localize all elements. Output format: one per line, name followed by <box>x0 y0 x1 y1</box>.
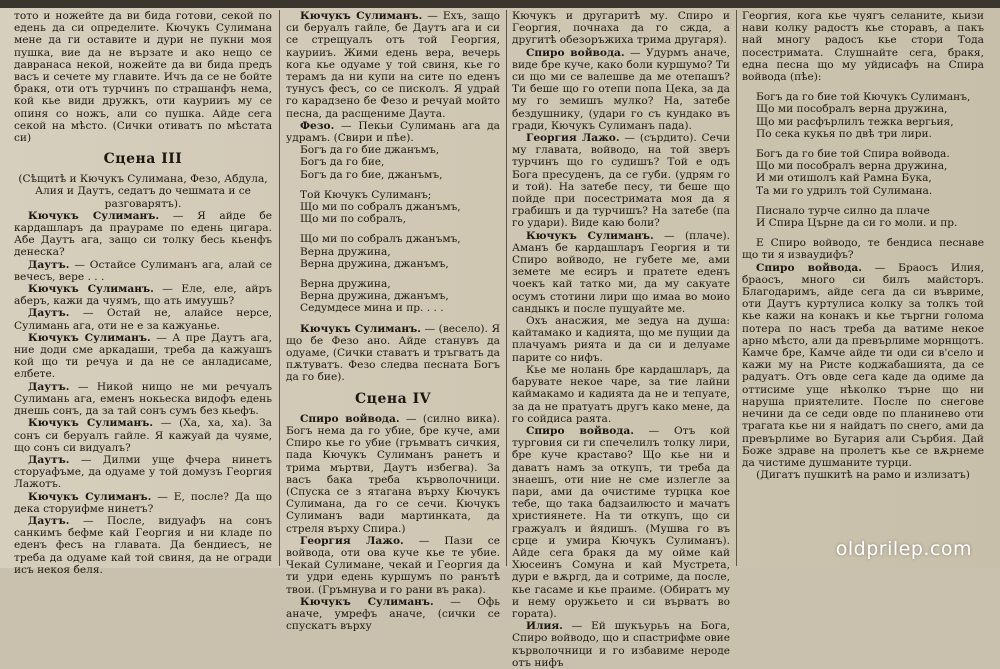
dialogue-line: Фезо. — Пекьи Сулимань ага да удрамъ. (Свири и пѣе). <box>286 119 500 145</box>
speaker: Кючукъ Сулиманъ. <box>28 417 154 430</box>
dialogue-line: Кючукъ Сулиманъ. — Я айде бе кардашларъ да праураме по едень цигара. Абе Даутъ ага, защо си толку бесь кьенфъ денеска? <box>14 209 272 259</box>
dialogue-line: Даутъ. — Остайсе Сулиманъ ага, алай се вечесъ, вере . . . <box>14 258 272 283</box>
dialogue-line: Спиро войвода. — Браосъ Илия, браосъ, много си билъ майсторъ. Благодаримъ, айде сега да си въвриме, оти Даутъ куртулиса колку за толкъ той кье кажи на конакъ и кье търгни голома потера по насъ треба да ватиме некое арно мѣсто, али да превърлиме морнщотъ. Камчe бре, Камче айде ти оди си в'село и кажи му на Ристе коджабашията, да се радуатъ. Отъ овде сега каде да одиме да оттисиме уще нѣколко търне що ни наруша приятелите. После по снегове нечини да се седи овде по планинево оти трагата кье ни я найдатъ по снего, ами да превърлиме во Бугария али Сърбия. Дай Боже здраве на пролетъ кье се вѫрнеме да чистиме душманите турци. <box>742 261 984 469</box>
speaker: Кючукъ Сулиманъ. <box>300 595 434 608</box>
speaker: Илия. <box>526 620 563 633</box>
song-verse: Верна дружина, джанъмъ, <box>300 257 449 270</box>
dialogue-line: Спиро войвода. — Отъ кой турговия си ги спечелилъ толку лири, бре куче краставо? Що кье ни и даватъ намъ за откупъ, ти треба да знаешъ, оти ние не сме излегле за пари, ами да очистиме турцка кое тебе, що така бадзаилюсто и мачатъ християнете. На ти откупъ, що си гражуалъ и йядишъ. (Мушва го въ срце и умира Кючукъ Сулиманъ). Айде сега бракя да му ойме кай Хюсеинъ Сомуна и кай Мустрета, дури е вѫргд, да и сотриме, да после, кье гасаме и кье праиме. (Обиратъ му и нему оружьето и си върватъ во гората). <box>512 424 731 620</box>
dialogue-line: Кючукъ Сулиманъ. — Офь аначе, умрефъ аначе, (сички се спускатъ върху <box>286 595 500 633</box>
dialogue-line: Кючукъ Сулиманъ. — Еле, еле, айръ аберъ, кажи да чуямъ, що ать имуушь? <box>14 283 272 308</box>
speaker: Спиро войвода. <box>300 412 400 425</box>
dialogue-line: Кючукъ Сулиманъ. — Ехъ, защо си беруалъ гайле, бе Даутъ ага и си се стрещуалъ отъ той Георгия, каурииъ. Жими едень вера, вечерь кога кье одуаме у той свиня, кье го терамъ да ни купи на сите по еденъ тунусъ фесъ, со се писколъ. Я удрай го карадзено бе Фезо и речуай мойто песна, да расщениме Даута. <box>286 10 500 120</box>
verse-gap <box>742 197 984 205</box>
dialogue-line: Спиро войвода. — (силно вика). Богъ нема да го убие, бре куче, ами Спиро кье го убие (гръмватъ сичкия, пада Кючукъ Сулиманъ ранетъ и трима мъртви, Даутъ избегва). За васъ бака треба кърволочници. (Спуска се з ятагана върху Кючукъ Сулимана, да го се сечи. Кючукъ Сулиманъ вади мартинката, да стреля върху Спира.) <box>286 412 500 535</box>
paragraph: Охъ анасжия, ме зедуа на душа: кайтамако и кадията, що ме пущии да плачуамъ рията и да си и делуаме парите со нифъ. <box>512 315 730 364</box>
stage-direction: (Дигатъ пушкитѣ на рамо и излизатъ) <box>756 469 970 482</box>
column-1 <box>14 10 273 576</box>
speaker: Даутъ. <box>28 258 70 271</box>
song-verse: Писнало турче силно да плаче <box>756 204 930 217</box>
verse-gap <box>286 315 500 323</box>
speaker: Кючукъ Сулиманъ. <box>28 331 151 344</box>
scene-heading: Сцена III <box>103 151 183 168</box>
speaker: Кючукъ Сулиманъ. <box>526 229 654 242</box>
column-3 <box>512 10 731 669</box>
verse-gap <box>286 225 500 233</box>
song-verse: Той Кючукъ Сулиманъ; <box>300 188 432 201</box>
speaker: Кючукъ Сулиманъ. <box>300 322 421 335</box>
speaker: Спиро войвода. <box>526 46 625 59</box>
paragraph: Кючукъ и другаритѣ му. Спиро и Георгия, почнаха да го сжда, а другитѣ обезоръжиха трима другаря). <box>512 10 730 47</box>
speaker: Кючукъ Сулиманъ. <box>28 209 160 222</box>
dialogue-line: Георгия Лажо. — (сърдито). Сечи му главата, войводо, на той зверъ турчинъ що го судишъ? Той е одъ Бога пресуденъ, да се губи. (удрям го и той). На затебе песу, ти беше що пойде при посестримата моя да я грабишъ и да турчишъ? На затебе (па го удари). Виде каю боли? <box>512 132 730 230</box>
song-verse: Богъ да го бие, джанъмъ, <box>300 168 443 181</box>
song-verse: Богъ да го бие джанъмъ, <box>300 144 440 157</box>
column-divider <box>506 10 507 566</box>
dialogue-line: Кючукъ Сулиманъ. — Е, после? Да що дека сторуифме нинетъ? <box>14 490 272 515</box>
verse-gap <box>742 229 984 237</box>
dialogue-line: Кючукъ Сулиманъ. — (Ха, ха, ха). За сонъ си беруалъ гайле. Я кажуай да чуяме, що сонъ си видуалъ? <box>14 417 272 454</box>
verse-gap <box>742 83 984 91</box>
song-verse: Верна дружина, <box>300 245 391 258</box>
dialogue-line: Кючукъ Сулиманъ. — (плаче). Аманъ бе кардашларъ Георгия и ти Спиро войводо, не губете ме, ами земете ме есиръ и пратете еденъ чоекъ кай татко ми, да му сакуате осумъ стотини лири що имаа во моио сандыкъ и после пущуайте ме. <box>512 229 730 315</box>
song-verse: И Спира Църне да си го моли. и пр. <box>756 217 958 230</box>
verse-gap <box>286 270 500 278</box>
site-watermark: oldprilep.com <box>835 538 972 560</box>
dialogue-line: Кючукъ Сулиманъ. — А пре Даутъ ага, ние доди сме аркадаши, треба да кажуашъ кой що ти речуа и да не се анладисаме, елбете. <box>14 331 272 381</box>
dialogue-line: Даутъ. — Дилми уще фчера нинетъ сторуафъме, да одуаме у той домузъ Георгия Лажотъ. <box>14 453 272 491</box>
speaker: Кючукъ Сулиманъ. <box>28 490 152 503</box>
speaker: Даутъ. <box>28 307 70 320</box>
song-verse: Що ми по собралъ, <box>300 213 406 226</box>
song-verse: Верна дружина, джанъмъ, <box>300 290 449 303</box>
dialogue-line: Георгия Лажо. — Пази се войвода, оти ова куче кье те убие. Чекай Сулимане, чекай и Георгия да ти удри едень куршумъ по ранътѣ твои. (Гръмнува и го рани въ рака). <box>286 534 500 596</box>
stage-direction: (Сѣщитѣ и Кючукъ Сулимана, Фезо, Абдула, Алия и Даутъ, седатъ до чешмата и се разговарятъ). <box>18 173 268 210</box>
paragraph: Георгия, кога кье чуягъ селаните, кьизи нави колку радостъ кье сторавъ, а пакъ най многу радосъ кье стори Тода посестримата. Слушнайте сега, бракя, една песна що му уйдисафъ на Спира войвода (пѣе): <box>742 10 984 84</box>
song-verse: Богъ да го бие той Кючукъ Сулиманъ, <box>756 91 971 104</box>
song-verse: Що ми пособралъ верна дружина, <box>756 103 948 116</box>
dialogue-line: Даутъ. — Никой нищо не ми речуалъ Сулимань ага, еменъ нокьеска видофъ едень днешь сонъ, да за тай сонъ сумъ без кьефъ. <box>14 380 273 418</box>
column-divider <box>279 10 280 566</box>
speaker: Даутъ. <box>28 380 70 393</box>
column-4 <box>742 10 984 566</box>
song-verse: Богъ да го бие, <box>300 156 385 169</box>
speaker: Спиро войвода. <box>526 424 634 437</box>
song-verse: Богъ да го бие той Спира войвода. <box>756 148 950 161</box>
dialogue-line: Илия. — Ей шукъурьъ на Бога, Спиро войводо, що и спастрифме овие кърволочници и го избавиме нероде отъ нифъ <box>512 620 730 669</box>
paragraph: Кье ме нолань бре кардашларъ, да барувате некое чаре, за тие лайни каймакамо и кадията да не и тепуате, за да не пратуатъ другъ како мене, да го сойдиса раята. <box>512 363 730 425</box>
dialogue-line: Кючукъ Сулиманъ. — (весело). Я що бе Фезо ано. Айде станувъ да одуаме, (Сички ставатъ и тръгватъ да пѫтуватъ. Фезо следва песната Богъ да го бие). <box>286 322 500 384</box>
song-verse: Що ми пособралъ верна дружина, <box>756 160 948 173</box>
song-verse: Що ми по собралъ джанъмъ, <box>300 233 461 246</box>
song-verse: И ми отишолъ кай Рамна Бука, <box>756 172 932 185</box>
dialogue-line: Даутъ. — Остай не, алайсе нерсе, Сулимань ага, оти не е за кажуанье. <box>14 307 272 332</box>
scene-heading: Сцена IV <box>355 390 431 407</box>
song-verse: Що ми по собралъ джанъмъ, <box>300 201 461 214</box>
speaker: Даутъ. <box>28 453 70 466</box>
song-verse: По сека кукья по двѣ три лири. <box>756 127 932 140</box>
paragraph: тото и ножейте да ви бида готови, секой по едень да си определите. Кючукъ Сулимана мене да ги оставите и дури не пукни моя пушка, вие да не вързате и ако нещо се давранаса некой, ножейте да ви бида предъ васъ и сечете му главите. Ичъ да се не бойте бракя, оти отъ турчинъ по страшанфъ нема, кой кье види дружкъ, оти каурииъ му се опиня со ножъ, али со пушка. Айде сега секой на мѣсто. (Сички отиватъ по мѣстата си) <box>14 10 273 145</box>
page-top-edge <box>0 0 1000 8</box>
verse-gap <box>286 181 500 189</box>
song-verse: Що ми расфърлилъ тежка вергьия, <box>756 115 954 128</box>
speaker: Даутъ. <box>28 514 70 527</box>
paragraph: Е Спиро войводо, те бендиса песнаве що ти я изваудифъ? <box>742 237 984 262</box>
column-divider <box>736 10 737 566</box>
verse-gap <box>742 140 984 148</box>
song-verse: Та ми го удрилъ той Сулимана. <box>756 184 933 197</box>
dialogue-line: Спиро войвода. — Удурмъ аначе, виде бре куче, како боли куршумо? Ти си що ми се валешве да ме отепашъ? Ти беше що го отепи попа Цека, за да му го земишъ мулко? На, затебе бездушнику, (удари го съ кундако въ гради, Кючукъ Сулиманъ пада). <box>512 46 730 132</box>
speaker: Спиро войвода. <box>756 261 862 274</box>
speaker: Фезо. <box>300 119 335 132</box>
column-2 <box>286 10 500 633</box>
speaker: Кючукъ Сулиманъ. <box>28 283 154 296</box>
dialogue-line: Даутъ. — После, видуафъ на сонъ санкимъ бефме кай Георгия и ни кладе по еденъ фесъ на главата. Да бендиесъ, не треба да одуаме кай той свиня, да не огради исъ некоя беля. <box>14 514 272 576</box>
speaker: Георгия Лажо. <box>526 132 620 145</box>
speaker: Георгия Лажо. <box>300 534 404 547</box>
song-verse: Верна дружина, <box>300 278 391 291</box>
speaker: Кючукъ Сулиманъ. <box>300 10 423 22</box>
song-verse: Седумдесе мина и пр. . . . <box>300 302 444 315</box>
